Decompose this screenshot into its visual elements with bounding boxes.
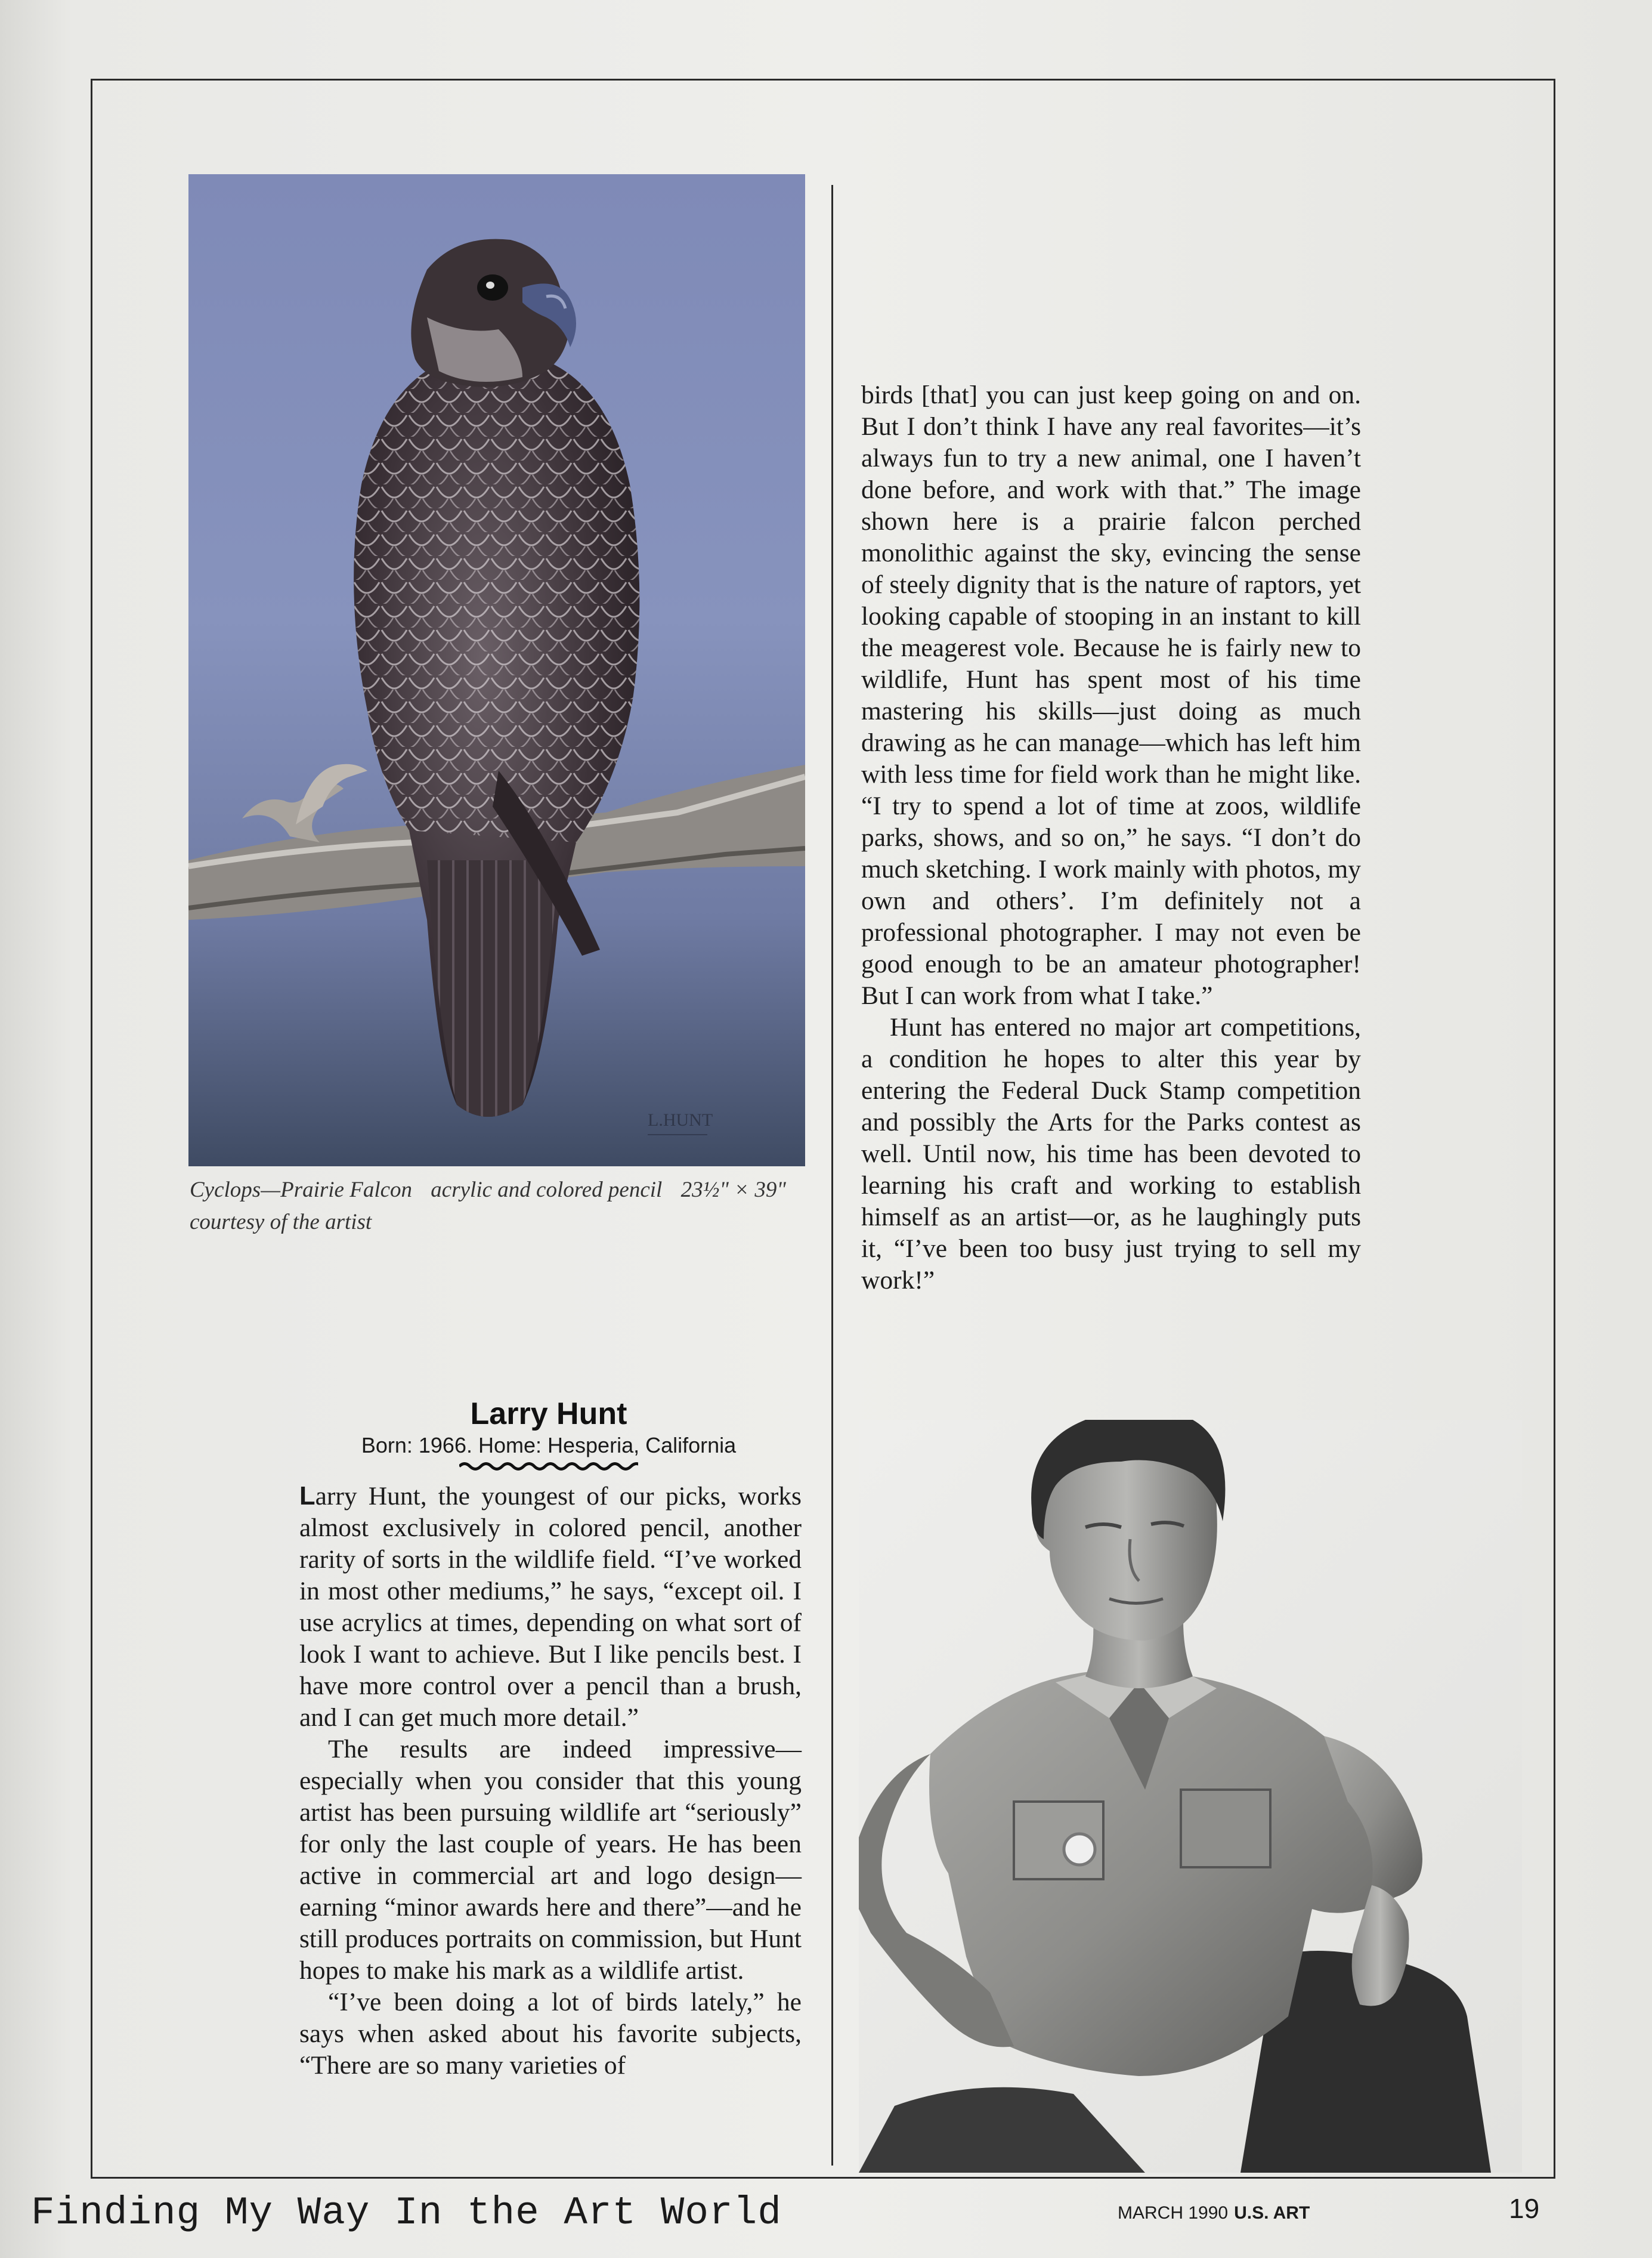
- footer-series-title: Finding My Way In the Art World: [31, 2191, 782, 2235]
- artist-born-home: Born: 1966. Home: Hesperia, California: [361, 1433, 737, 1457]
- drop-cap: L: [299, 1482, 315, 1511]
- artist-name: Larry Hunt: [470, 1397, 627, 1431]
- painting-caption: [190, 1174, 822, 1238]
- artist-portrait-photo: [859, 1420, 1522, 2173]
- right-column-text: [861, 379, 1361, 1296]
- caption-line-1: [190, 1174, 822, 1206]
- caption-dimensions: 23½" × 39": [680, 1178, 786, 1202]
- falcon-painting: [188, 174, 805, 1166]
- footer-issue: [1118, 2201, 1310, 2225]
- left-paragraph-2: The results are indeed impressive—especially when you consider that this young artist has been pursuing wildlife art “seriously” for only the last couple of years. He has been active in commercial art and logo design—earning “minor awards here and there”—and he still produces portraits on commission, but Hunt hopes to make his mark as a wildlife artist.: [299, 1735, 802, 1985]
- footer-magazine: U.S. ART: [1234, 2203, 1310, 2223]
- painting-signature: L.HUNT: [648, 1110, 713, 1130]
- wavy-divider: [459, 1461, 638, 1472]
- caption-medium: acrylic and colored pencil: [431, 1178, 663, 1202]
- column-divider: [831, 185, 833, 2166]
- caption-title: Cyclops—Prairie Falcon: [190, 1178, 413, 1202]
- left-paragraph-1-body: arry Hunt, the youngest of our picks, works almost exclusively in colored pencil, another rarity of sorts in the wildlife field. “I’ve worked in most other mediums,” he says, “except oil. I use acrylics at times, depending on what sort of look I want to achieve. But I like pencils best. I have more control over a pencil than a brush, and I can get much more detail.”: [299, 1482, 802, 1732]
- left-paragraph-3: “I’ve been doing a lot of birds lately,” he says when asked about his favorite subjects, “There are so many varieties of: [299, 1988, 802, 2080]
- left-column-text: [299, 1481, 802, 2081]
- page-number: 19: [1509, 2193, 1540, 2224]
- footer-date: MARCH 1990: [1118, 2203, 1229, 2223]
- left-paragraph-1: [299, 1481, 802, 1734]
- right-paragraph-1: birds [that] you can just keep going on and on. But I don’t think I have any real favorites—it’s always fun to try a new animal, one I haven’t done before, and work with that.” The image shown here is a prairie falcon perched monolithic against the sky, evincing the sense of steely dignity that is the nature of raptors, yet looking capable of stooping in an instant to kill the meagerest vole. Because he is fairly new to wildlife, Hunt has spent most of his time mastering his skills—just doing as much drawing as he can manage—which has left him with less time for field work than he might like. “I try to spend a lot of time at zoos, wildlife parks, shows, and so on,” he says. “I don’t do much sketching. I work mainly with photos, my own and others’. I’m definitely not a professional photographer. I may not even be good enough to be an amateur photographer! But I can work from what I take.”: [861, 381, 1361, 1010]
- caption-credit: courtesy of the artist: [190, 1210, 372, 1234]
- right-paragraph-2: Hunt has entered no major art competitions, a condition he hopes to alter this year by entering the Federal Duck Stamp competition and possibly the Arts for the Parks contest as well. Until now, his time has been devoted to learning his craft and working to establish himself as an artist—or, as he laughingly puts it, “I’ve been too busy just trying to sell my work!”: [861, 1013, 1361, 1295]
